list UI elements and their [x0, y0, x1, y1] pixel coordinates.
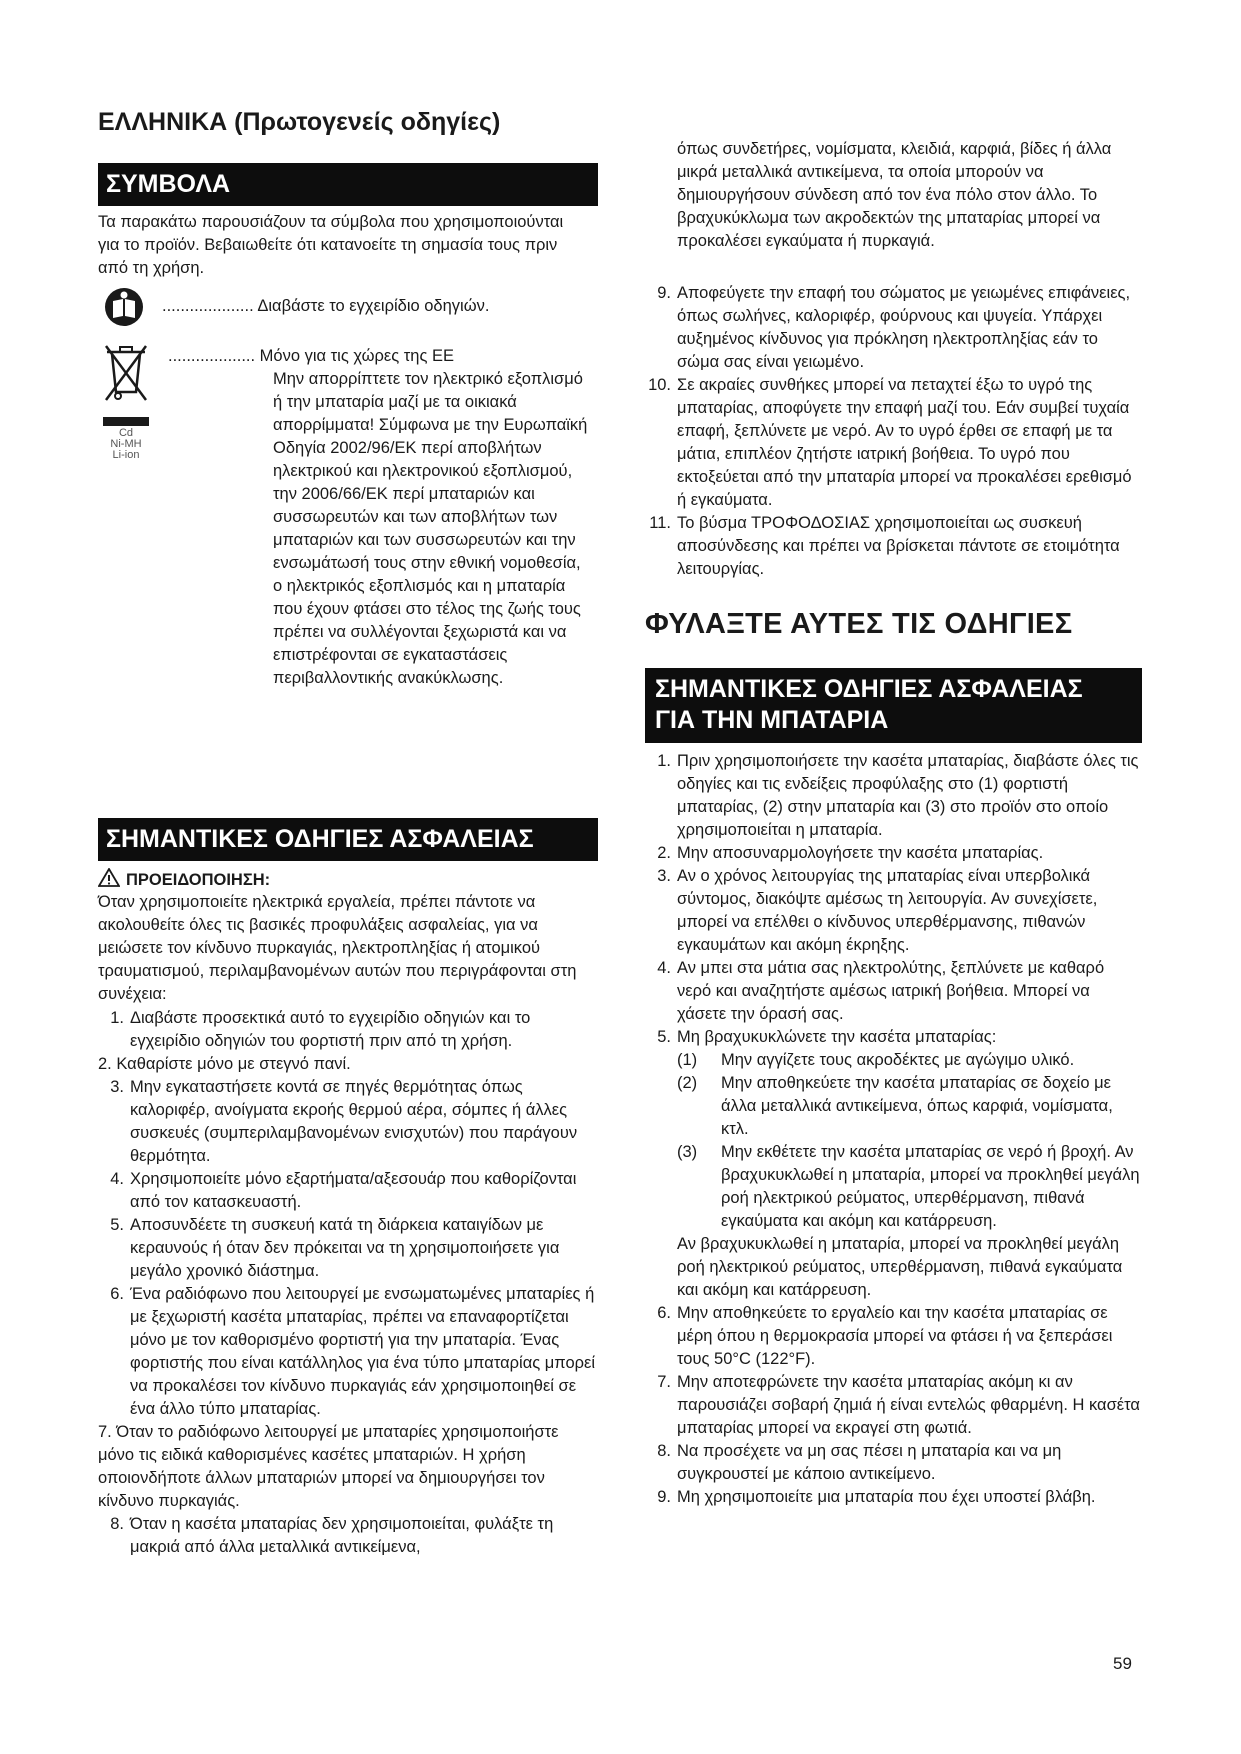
sub-item-number: (2) — [677, 1074, 698, 1092]
list-item — [98, 1283, 598, 1421]
item-text: Όταν το ραδιόφωνο λειτουργεί με μπαταρίες χρησιμοποιήστε μόνο τις ειδικά καθορισμένες κασέτες μπαταριών. Η χρήση οποιονδήποτε άλλων μπαταριών μπορεί να δημιουργήσει τον κίνδυνο πυρκαγιάς. — [98, 1423, 559, 1510]
item-text: Μη χρησιμοποιείτε μια μπαταρία που έχει υποστεί βλάβη. — [677, 1488, 1096, 1506]
item-number: 10. — [648, 376, 671, 394]
item-number: 2. — [657, 844, 671, 862]
crossed-bin-icon — [103, 342, 149, 404]
item-text: Αποφεύγετε την επαφή του σώματος με γειωμένες επιφάνειες, όπως σωλήνες, καλοριφέρ, φούρνους και ψυγεία. Υπάρχει αυξημένος κίνδυνος για πρόκληση ηλεκτροπληξίας εάν το σώμα σας είναι γειωμένο. — [677, 284, 1131, 371]
item-number: 1. — [657, 752, 671, 770]
eu-directive-text: Μην απορρίπτετε τον ηλεκτρικό εξοπλισμό ή την μπαταρία μαζί με τα οικιακά απορρίμματα! Σύμφωνα με την Ευρωπαϊκή Οδηγία 2002/96/ΕΚ περί αποβλήτων ηλεκτρικού και ηλεκτρονικού εξοπλισμού, την 2006/66/ΕΚ περί μπαταριών και συσσωρευτών και των αποβλήτων των μπαταριών και των συσσωρευτών και την ενσωμάτωσή τους στην εθνική νομοθεσία, ο ηλεκτρικός εξοπλισμός και η μπαταρία που έχουν φτάσει στο τέλος της ζωής τους πρέπει να συλλέγονται ξεχωριστά και να επιστρέφονται σε εγκαταστάσεις περιβαλλοντικής ανακύκλωσης. — [273, 370, 588, 687]
list-item — [98, 1053, 598, 1076]
item-text: Το βύσμα ΤΡΟΦΟΔΟΣΙΑΣ χρησιμοποιείται ως συσκευή αποσύνδεσης και πρέπει να βρίσκεται πάντοτε σε ετοιμότητα λειτουργίας. — [677, 514, 1120, 578]
item-number: 9. — [657, 1488, 671, 1506]
eu-only-text: ................... Μόνο για τις χώρες της ΕΕ — [168, 347, 454, 365]
battery-label-nimh: Ni-MH — [110, 438, 142, 450]
item-number: 1. — [110, 1009, 124, 1027]
battery-heading-line1: ΣΗΜΑΝΤΙΚΕΣ ΟΔΗΓΙΕΣ ΑΣΦΑΛΕΙΑΣ — [655, 675, 1083, 703]
battery-label-cd: Cd — [118, 427, 134, 439]
item-text: Σε ακραίες συνθήκες μπορεί να πεταχτεί έξω το υγρό της μπαταρίας, αποφύγετε την επαφή μαζί του. Εάν συμβεί τυχαία επαφή, ξεπλύνετε με νερό. Αν το υγρό έρθει σε επαφή με τα μάτια, επιπλέον ζητήστε ιατρική βοήθεια. Το υγρό που εκτοξεύεται από την μπαταρία μπορεί να προκαλέσει ερεθισμό ή εγκαύματα. — [677, 376, 1132, 509]
list-item — [645, 374, 1142, 512]
item-number: 8. — [110, 1515, 124, 1533]
battery-bar-icon — [103, 417, 149, 426]
list-item — [98, 1421, 598, 1513]
battery-list — [645, 750, 1142, 1509]
item-text: Μην αποσυναρμολογήσετε την κασέτα μπαταρίας. — [677, 844, 1044, 862]
item-number: 6. — [110, 1285, 124, 1303]
symbols-intro: Τα παρακάτω παρουσιάζουν τα σύμβολα που χρησιμοποιούνται για το προϊόν. Βεβαιωθείτε ότι κατανοείτε τη σημασία τους πριν από τη χρήση. — [98, 213, 564, 277]
item-number: 6. — [657, 1304, 671, 1322]
sub-list-item — [677, 1049, 1142, 1072]
symbols-heading — [98, 163, 598, 206]
warning-label — [98, 868, 270, 890]
item-number: 3. — [657, 867, 671, 885]
item-number: 8. — [657, 1442, 671, 1460]
item-text: Όταν η κασέτα μπαταρίας δεν χρησιμοποιείται, φυλάξτε τη μακριά από άλλα μεταλλικά αντικείμενα, — [130, 1515, 554, 1556]
page-title: ΕΛΛΗΝΙΚΑ (Πρωτογενείς οδηγίες) — [98, 108, 501, 136]
list-item — [645, 282, 1142, 374]
warning-text: Όταν χρησιμοποιείτε ηλεκτρικά εργαλεία, πρέπει πάντοτε να ακολουθείτε όλες τις βασικές προφυλάξεις ασφαλείας, για να μειώσετε τον κίνδυνο πυρκαγιάς, ηλεκτροπληξίας ή ατομικού τραυματισμού, περιλαμβανομένων αυτών που περιγράφονται στη συνέχεια: — [98, 893, 577, 1003]
item-number: 2. — [98, 1055, 112, 1073]
list-item — [645, 1486, 1142, 1509]
battery-sub-list — [677, 1049, 1142, 1233]
battery-type-labels — [103, 428, 149, 461]
safety-list-left — [98, 1007, 598, 1559]
item-number: 7. — [98, 1423, 112, 1441]
safety-list-right — [645, 282, 1142, 581]
sub-item-number: (1) — [677, 1051, 698, 1069]
item-text: Αν μπει στα μάτια σας ηλεκτρολύτης, ξεπλύνετε με καθαρό νερό και αναζητήστε αμέσως ιατρική βοήθεια. Μπορεί να χάσετε την όρασή σας. — [677, 959, 1105, 1023]
item-number: 4. — [657, 959, 671, 977]
list-item — [98, 1007, 598, 1053]
item-text: Μην αποτεφρώνετε την κασέτα μπαταρίας ακόμη κι αν παρουσιάζει σοβαρή ζημιά ή είναι εντελώς φθαρμένη. Η κασέτα μπαταρίας μπορεί να εκραγεί στη φωτιά. — [677, 1373, 1140, 1437]
symbols-heading-text: ΣΥΜΒΟΛΑ — [106, 170, 231, 198]
item-text: Μη βραχυκυκλώνετε την κασέτα μπαταρίας: — [677, 1028, 997, 1046]
list-item — [645, 750, 1142, 842]
sub-list-item — [677, 1072, 1142, 1141]
list-item — [645, 957, 1142, 1026]
list-item — [645, 1026, 1142, 1302]
list-item — [645, 1302, 1142, 1371]
page-number: 59 — [1113, 1654, 1132, 1673]
read-manual-text: .................... Διαβάστε το εγχειρίδιο οδηγιών. — [162, 297, 490, 315]
item-text: Να προσέχετε να μη σας πέσει η μπαταρία και να μη συγκρουστεί με κάποιο αντικείμενο. — [677, 1442, 1062, 1483]
safety-continuation: όπως συνδετήρες, νομίσματα, κλειδιά, καρφιά, βίδες ή άλλα μικρά μεταλλικά αντικείμενα, τα οποία μπορούν να δημιουργήσουν σύνδεση από τον ένα πόλο στον άλλο. Το βραχυκύκλωμα των ακροδεκτών της μπαταρίας μπορεί να προκαλέσει εγκαύματα ή πυρκαγιά. — [677, 140, 1112, 250]
safety-heading — [98, 818, 598, 861]
item5-note: Αν βραχυκυκλωθεί η μπαταρία, μπορεί να προκληθεί μεγάλη ροή ηλεκτρικού ρεύματος, υπερθέρμανση, πιθανά εγκαύματα και ακόμη και κατάρρευση. — [677, 1235, 1123, 1299]
list-item — [98, 1168, 598, 1214]
sub-item-text: Μην αγγίζετε τους ακροδέκτες με αγώγιμο υλικό. — [721, 1051, 1075, 1069]
item-text: Μην εγκαταστήσετε κοντά σε πηγές θερμότητας όπως καλοριφέρ, ανοίγματα εκροής θερμού αέρα, σόμπες ή άλλες συσκευές (συμπεριλαμβανομένων ενισχυτών) που παράγουν θερμότητα. — [130, 1078, 578, 1165]
list-item — [645, 842, 1142, 865]
item-text: Καθαρίστε μόνο με στεγνό πανί. — [116, 1055, 351, 1073]
item-text: Αν ο χρόνος λειτουργίας της μπαταρίας είναι υπερβολικά σύντομος, διακόψτε αμέσως τη λειτουργία. Αν συνεχίσετε, μπορεί να επέλθει ο κίνδυνος υπερθέρμανσης, πιθανών εγκαυμάτων και ακόμη έκρηξης. — [677, 867, 1098, 954]
warning-label-text: ΠΡΟΕΙΔΟΠΟΙΗΣΗ: — [126, 871, 271, 889]
save-instructions-heading: ΦΥΛΑΞΤΕ ΑΥΤΕΣ ΤΙΣ ΟΔΗΓΙΕΣ — [645, 608, 1073, 640]
sub-item-text: Μην εκθέτετε την κασέτα μπαταρίας σε νερό ή βροχή. Αν βραχυκυκλωθεί η μπαταρία, μπορεί να προκληθεί μεγάλη ροή ηλεκτρικού ρεύματος, υπερθέρμανση, πιθανά εγκαύματα και ακόμη και κατάρρευση. — [721, 1143, 1140, 1230]
battery-heading-line2: ΓΙΑ ΤΗΝ ΜΠΑΤΑΡΙΑ — [655, 706, 889, 735]
item-text: Διαβάστε προσεκτικά αυτό το εγχειρίδιο οδηγιών και το εγχειρίδιο οδηγιών του φορτιστή πριν από τη χρήση. — [130, 1009, 531, 1050]
list-item — [98, 1513, 598, 1559]
item-number: 9. — [657, 284, 671, 302]
list-item — [645, 1371, 1142, 1440]
list-item — [98, 1076, 598, 1168]
sub-item-text: Μην αποθηκεύετε την κασέτα μπαταρίας σε δοχείο με άλλα μεταλλικά αντικείμενα, όπως καρφιά, νομίσματα, κτλ. — [721, 1074, 1113, 1138]
item-number: 3. — [110, 1078, 124, 1096]
item-text: Αποσυνδέετε τη συσκευή κατά τη διάρκεια καταιγίδων με κεραυνούς ή όταν δεν πρόκειται να τη χρησιμοποιήσετε για μεγάλο χρονικό διάστημα. — [130, 1216, 560, 1280]
list-item — [645, 865, 1142, 957]
battery-label-liion: Li-ion — [112, 449, 140, 461]
list-item — [645, 512, 1142, 581]
item-text: Ένα ραδιόφωνο που λειτουργεί με ενσωματωμένες μπαταρίες ή με ξεχωριστή κασέτα μπαταρίας, πρέπει να επαναφορτίζεται μόνο με τον καθορισμένο φορτιστή για την μπαταρία. Ένας φορτιστής που είναι κατάλληλος για ένα τύπο μπαταρίας μπορεί να προκαλέσει τον κίνδυνο πυρκαγιάς εάν χρησιμοποιηθεί σε ένα άλλο τύπο μπαταρίας. — [130, 1285, 596, 1418]
sub-item-number: (3) — [677, 1143, 698, 1161]
item-text: Μην αποθηκεύετε το εργαλείο και την κασέτα μπαταρίας σε μέρη όπου η θερμοκρασία μπορεί να φτάσει ή να ξεπεράσει τους 50°C (122°F). — [677, 1304, 1113, 1368]
item-number: 11. — [649, 514, 671, 532]
item-number: 5. — [110, 1216, 124, 1234]
item-text: Πριν χρησιμοποιήσετε την κασέτα μπαταρίας, διαβάστε όλες τις οδηγίες και τις ενδείξεις προφύλαξης στο (1) φορτιστή μπαταρίας, (2) στην μπαταρία και (3) στο προϊόν στο οποίο χρησιμοποιείται η μπαταρία. — [677, 752, 1139, 839]
item-number: 7. — [657, 1373, 671, 1391]
item-number: 4. — [110, 1170, 124, 1188]
warning-triangle-icon — [98, 868, 120, 887]
sub-list-item — [677, 1141, 1142, 1233]
list-item — [645, 1440, 1142, 1486]
item-text: Χρησιμοποιείτε μόνο εξαρτήματα/αξεσουάρ που καθορίζονται από τον κατασκευαστή. — [130, 1170, 577, 1211]
read-manual-icon — [104, 287, 144, 327]
battery-safety-heading — [645, 668, 1142, 743]
list-item — [98, 1214, 598, 1283]
safety-heading-text: ΣΗΜΑΝΤΙΚΕΣ ΟΔΗΓΙΕΣ ΑΣΦΑΛΕΙΑΣ — [106, 825, 534, 853]
item-number: 5. — [657, 1028, 671, 1046]
